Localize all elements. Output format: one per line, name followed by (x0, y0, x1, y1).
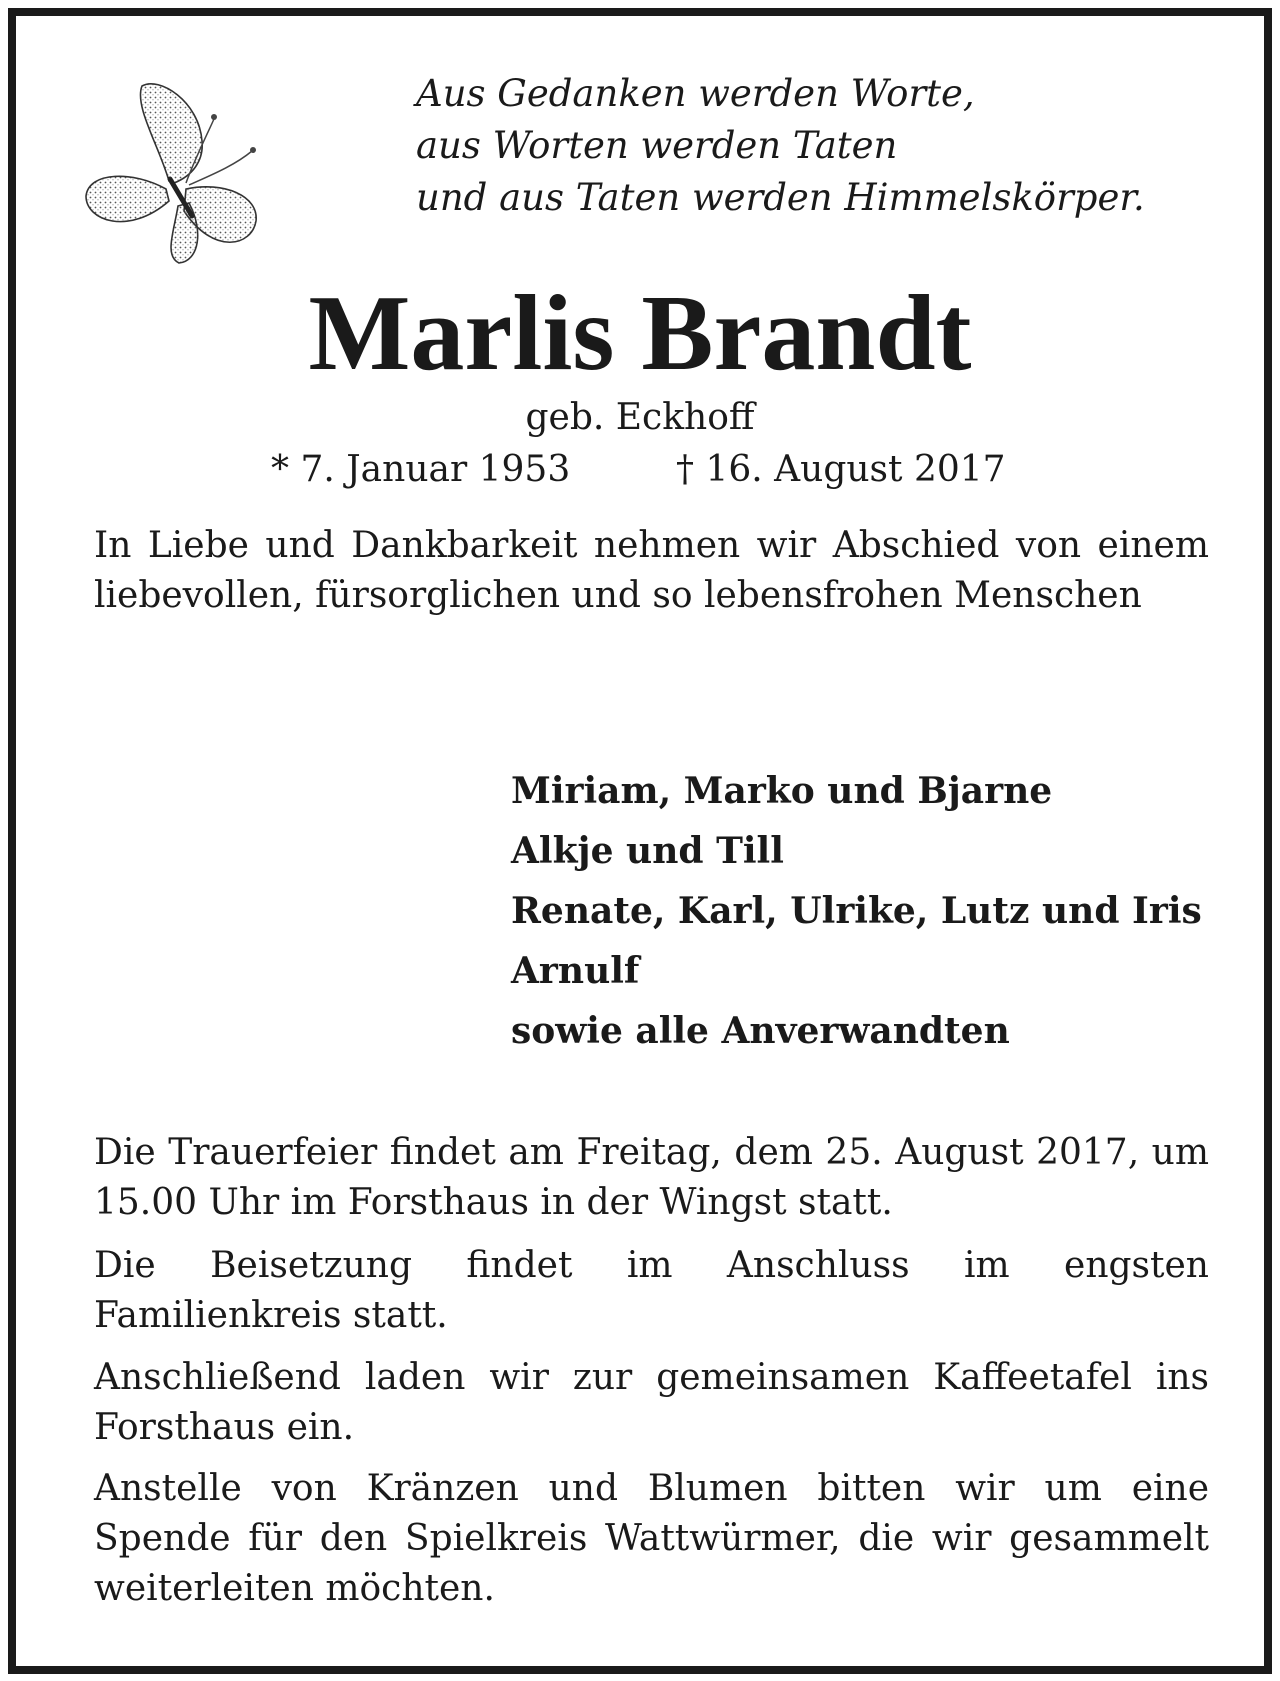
burial-notice: Die Beisetzung findet im Anschluss im engsten Familienkreis statt. (94, 1245, 1209, 1336)
mourner-line: sowie alle Anverwandten (511, 1010, 1010, 1052)
death-date: † 16. August 2017 (676, 449, 1006, 490)
butterfly-icon (74, 71, 294, 271)
mourner-line: Arnulf (511, 950, 640, 992)
life-dates (16, 446, 1264, 496)
motto-line: und aus Taten werden Himmelskörper. (416, 176, 1145, 219)
mourner-line: Alkje und Till (511, 830, 784, 872)
mourners-list (511, 761, 1231, 1061)
funeral-service-notice: Die Trauerfeier findet am Freitag, dem 25. August 2017, um 15.00 Uhr im Forsthaus in der Wingst statt. (94, 1132, 1209, 1223)
coffee-reception-notice: Anschließend laden wir zur gemeinsamen Kaffeetafel ins Forsthaus ein. (94, 1357, 1209, 1448)
motto-quote (416, 68, 1236, 224)
mourner-line: Renate, Karl, Ulrike, Lutz und Iris (511, 890, 1202, 932)
farewell-text: In Liebe und Dankbarkeit nehmen wir Abschied von einem liebevollen, fürsorglichen und so lebensfrohen Menschen (94, 525, 1209, 616)
mourner-line: Miriam, Marko und Bjarne (511, 770, 1053, 812)
obituary-frame (8, 8, 1272, 1674)
maiden-name: geb. Eckhoff (525, 397, 755, 438)
motto-line: aus Worten werden Taten (416, 124, 898, 167)
deceased-name: Marlis Brandt (308, 274, 972, 393)
birth-date: * 7. Januar 1953 (271, 449, 571, 490)
motto-line: Aus Gedanken werden Worte, (416, 72, 975, 115)
donation-request: Anstelle von Kränzen und Blumen bitten wir um eine Spende für den Spielkreis Wattwürmer, die wir gesammelt weiterleiten möchten. (94, 1468, 1209, 1609)
